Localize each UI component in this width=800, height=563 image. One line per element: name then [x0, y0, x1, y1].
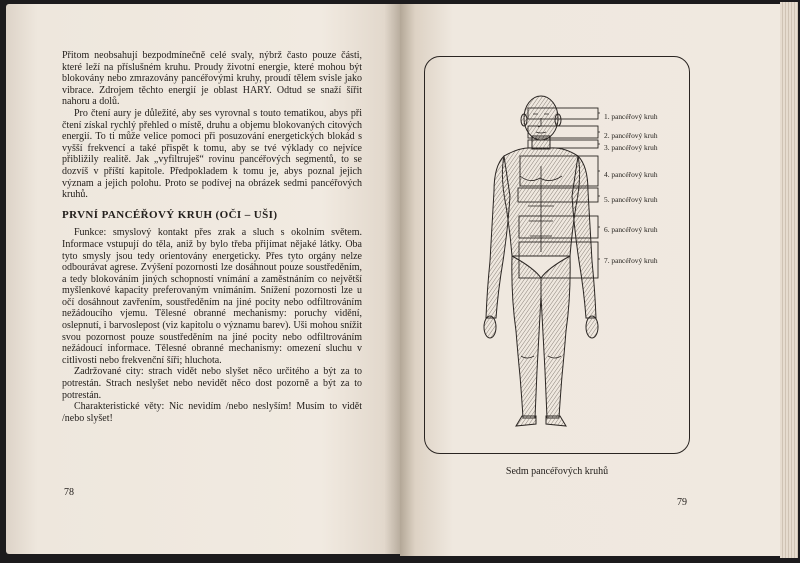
ring-label: 1. pancéřový kruh	[604, 112, 658, 121]
left-page-text	[62, 50, 362, 424]
paragraph: Charakteristické věty: Nic nevidím /nebo neslyším! Musím to vidět /nebo slyšet!	[62, 401, 362, 424]
ring-label: 5. pancéřový kruh	[604, 195, 658, 204]
paragraph: Zadržované city: strach vidět nebo slyšet něco určitého a být za to potrestán. Strach neslyšet nebo nevidět něco dost pozorně a být za to potrestán.	[62, 366, 362, 401]
paragraph: Přitom neobsahují bezpodmínečně celé svaly, nýbrž často pouze části, které leží na příslušném kruhu. Proudy životní energie, které mohou být blokovány nebo zmrazovány pancéřovými kruhy, proudí tělem svisle jako vibrace. Zdrojem těchto energií je oblast HARY. Odtud se snaží šířit nahoru a dolů.	[62, 50, 362, 108]
section-heading: PRVNÍ PANCÉŘOVÝ KRUH (OČI – UŠI)	[62, 208, 278, 221]
paragraph: Funkce: smyslový kontakt přes zrak a sluch s okolním světem. Informace vstupují do těla, aniž by bylo třeba přijímat nějaké látky. Oba tyto smysly jsou tedy orientovány energeticky. Přes tyto orgány nelze odbourávat agrese. Zvýšení pozornosti lze dosáhnout pouze soustředěním, a tedy blokováním jiných schopností vnímání a zaměstnáním co největší myšlenkové kapacity preferovaným vnímáním. Snížení pozornosti lze u očí dosáhnout zavřením, soustředěním na jiné pocity nebo odfiltrováním nežádoucího vjemu. Tělesné obranné mechanismy: poruchy vidění, oslepnutí, i barvoslepost (viz kapitolu o významu barev). Uši mohou snížit svou pozornost pouze soustředěním na jiné pocity nebo odfiltrováním nežádoucí informace. Tělesné obranné mechanismy: omezení sluchu v citlivosti nebo frekvenční šíři; hluchota.	[62, 227, 362, 366]
ring-label: 3. pancéřový kruh	[604, 143, 658, 152]
ring-label: 7. pancéřový kruh	[604, 256, 658, 265]
ring-label: 4. pancéřový kruh	[604, 170, 658, 179]
ring-label: 2. pancéřový kruh	[604, 131, 658, 140]
page-edges	[780, 2, 798, 558]
page-number-right: 79	[677, 497, 687, 508]
paragraph: Pro čtení aury je důležité, aby ses vyrovnal s touto tematikou, abys při čtení získal rychlý přehled o místě, druhu a objemu blokovaných citových energií. To ti může velice pomoci při posuzování energetických blokád s vyšší frekvencí a také přispět k tomu, aby se tvé výklady co nejvíce přibližily realitě. Jak „vyfiltruješ“ rovinu pancéřových segmentů, to se dozvíš v příští kapitole. Předpokladem k tomu je, abys poznal jejich význam a jejich polohu. Proto se podívej na obrázek sedmi pancéřových kruhů.	[62, 107, 362, 201]
page-number-left: 78	[64, 487, 74, 498]
ring-label: 6. pancéřový kruh	[604, 225, 658, 234]
figure-caption: Sedm pancéřových kruhů	[505, 466, 609, 477]
